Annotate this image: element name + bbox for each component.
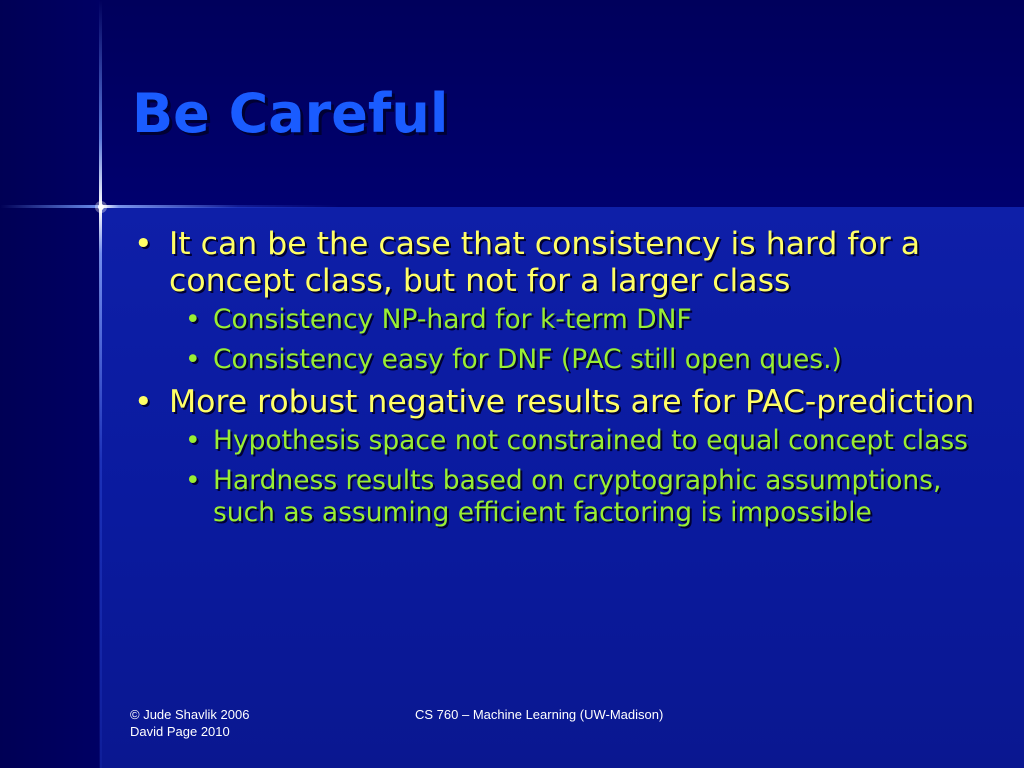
bullet-dot: • [134, 384, 153, 420]
left-band [0, 0, 100, 768]
sub-bullet-item [169, 425, 992, 457]
sub-bullet-dot: • [185, 465, 201, 496]
footer-copyright-line2: David Page 2010 [130, 724, 230, 739]
sub-bullet-item [169, 304, 992, 336]
footer-copyright [130, 706, 249, 740]
bullet-text: It can be the case that consistency is hard for a concept class, but not for a larger class [169, 226, 921, 299]
bullet-list [132, 222, 992, 537]
sub-bullet-item [169, 465, 992, 529]
slide-title: Be Careful [132, 82, 449, 145]
sub-bullet-text: Hardness results based on cryptographic assumptions, such as assuming efficient factoring is impossible [213, 465, 942, 528]
sub-bullet-text: Consistency NP-hard for k-term DNF [213, 304, 692, 335]
sparkle-star-icon [86, 192, 116, 222]
bullet-item [132, 384, 992, 529]
sub-bullet-item [169, 344, 992, 376]
vertical-light-line [99, 0, 102, 768]
sub-bullet-list [169, 304, 992, 376]
footer-course: CS 760 – Machine Learning (UW-Madison) [415, 707, 664, 722]
footer-copyright-line1: © Jude Shavlik 2006 [130, 707, 250, 722]
sub-bullet-dot: • [185, 425, 201, 456]
sub-bullet-text: Hypothesis space not constrained to equal concept class [213, 425, 968, 456]
sub-bullet-text: Consistency easy for DNF (PAC still open ques.) [213, 344, 842, 375]
horizontal-light-line [0, 205, 340, 208]
bullet-item [132, 226, 992, 376]
bullet-text: More robust negative results are for PAC-prediction [169, 384, 975, 420]
sub-bullet-dot: • [185, 344, 201, 375]
sub-bullet-list [169, 425, 992, 529]
sub-bullet-dot: • [185, 304, 201, 335]
bullet-dot: • [134, 226, 153, 262]
